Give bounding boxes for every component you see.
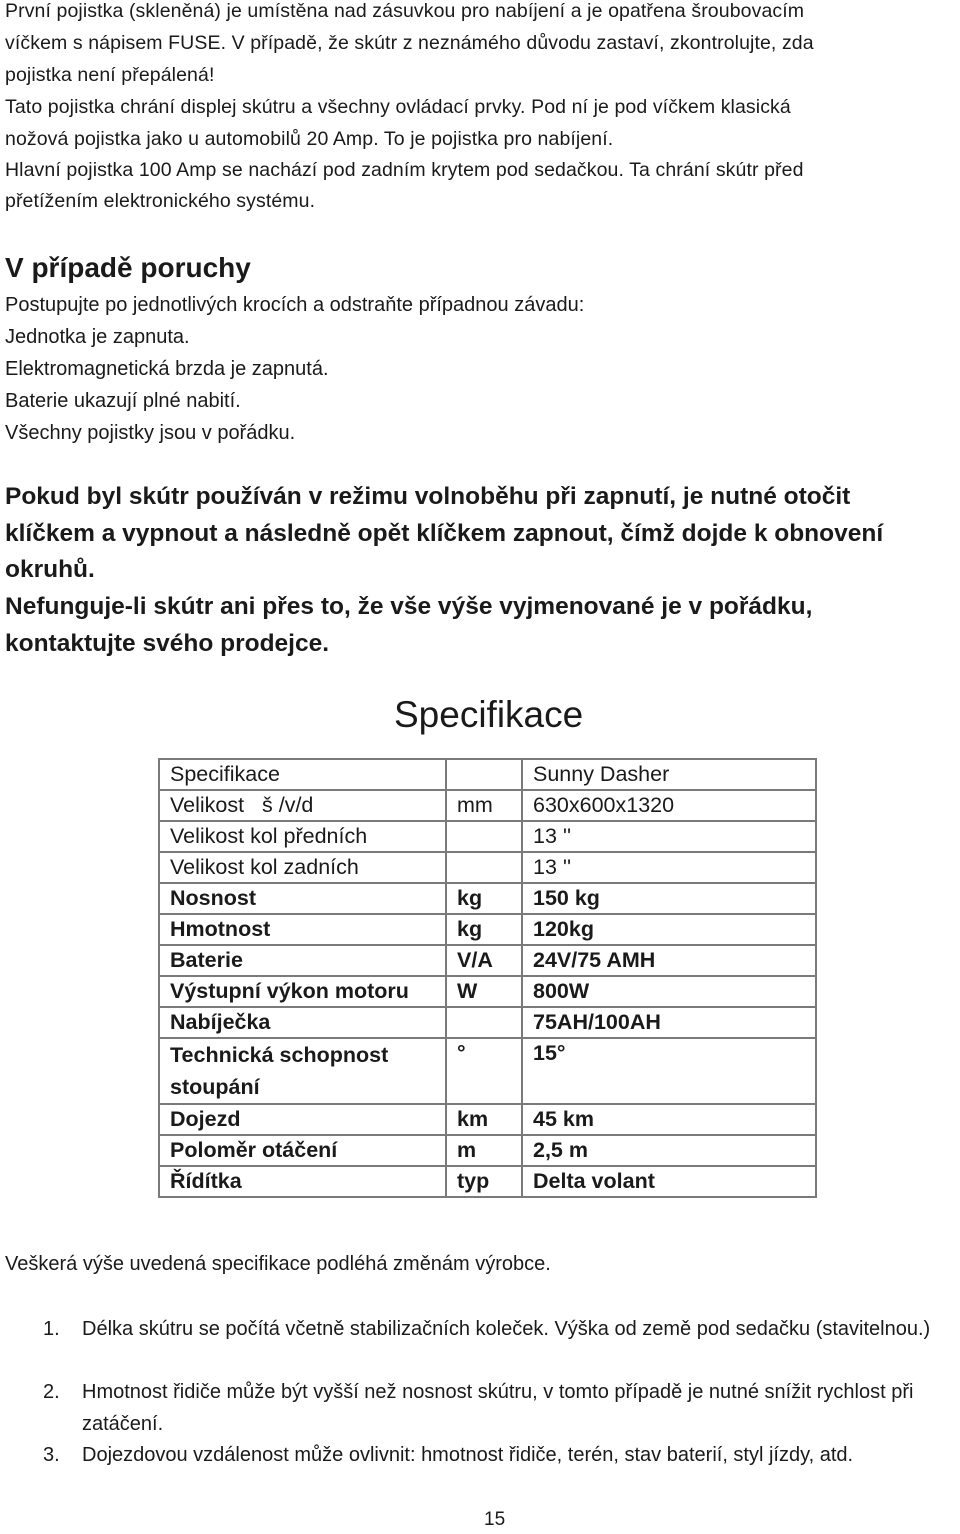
bold-note-line: Pokud byl skútr používán v režimu volnoběhu při zapnutí, je nutné otočit [5,483,851,510]
spec-value: 800W [522,976,816,1007]
spec-unit: V/A [446,945,522,976]
footnote-text: Hmotnost řidiče může být vyšší než nosnost skútru, v tomto případě je nutné snížit rychlost při zatáčení. [82,1381,914,1435]
fault-step: Postupujte po jednotlivých krocích a odstraňte případnou závadu: [5,294,585,316]
intro-line: pojistka není přepálená! [5,64,215,86]
bold-note-line: kontaktujte svého prodejce. [5,630,330,657]
intro-line: Tato pojistka chrání displej skútru a všechny ovládací prvky. Pod ní je pod víčkem klasická [5,96,791,118]
spec-unit: ° [446,1038,522,1104]
bold-note-line: klíčkem a vypnout a následně opět klíčkem zapnout, čímž dojde k obnovení [5,520,884,547]
table-row [159,852,816,883]
spec-label: Velikost š /v/d [159,790,446,821]
footnote-number: 1. [43,1318,60,1340]
table-row [159,759,816,790]
spec-label: Hmotnost [159,914,446,945]
spec-unit [446,1007,522,1038]
fault-step: Baterie ukazují plné nabití. [5,390,241,412]
spec-value: 45 km [522,1104,816,1135]
spec-label: Výstupní výkon motoru [159,976,446,1007]
spec-value: Sunny Dasher [522,759,816,790]
table-row [159,914,816,945]
spec-label: Dojezd [159,1104,446,1135]
spec-title: Specifikace [394,694,584,735]
spec-unit: W [446,976,522,1007]
spec-unit [446,759,522,790]
table-row [159,821,816,852]
spec-unit: m [446,1135,522,1166]
spec-label: Poloměr otáčení [159,1135,446,1166]
spec-label: Velikost kol předních [159,821,446,852]
spec-label: Technická schopnost stoupání [159,1038,446,1104]
table-row [159,1007,816,1038]
spec-unit [446,821,522,852]
footnote-text: Dojezdovou vzdálenost může ovlivnit: hmotnost řidiče, terén, stav baterií, styl jízdy, atd. [82,1444,854,1466]
intro-line: Hlavní pojistka 100 Amp se nachází pod zadním krytem pod sedačkou. Ta chrání skútr před [5,159,804,181]
spec-value: 24V/75 AMH [522,945,816,976]
bold-note-line: okruhů. [5,556,95,583]
bold-note-line: Nefunguje-li skútr ani přes to, že vše výše vyjmenované je v pořádku, [5,593,813,620]
page-number: 15 [484,1509,506,1530]
spec-value: 13 '' [522,821,816,852]
spec-label: Baterie [159,945,446,976]
footnote-text: Délka skútru se počítá včetně stabilizačních koleček. Výška od země pod sedačku (stavitelnou.) [82,1318,931,1340]
table-row [159,976,816,1007]
intro-line: První pojistka (skleněná) je umístěna nad zásuvkou pro nabíjení a je opatřena šroubovacím [5,0,805,22]
intro-line: nožová pojistka jako u automobilů 20 Amp. To je pojistka pro nabíjení. [5,128,614,150]
spec-value: 15° [522,1038,816,1104]
table-row [159,1135,816,1166]
spec-value: 630x600x1320 [522,790,816,821]
spec-label: Nabíječka [159,1007,446,1038]
spec-unit: mm [446,790,522,821]
fault-step: Všechny pojistky jsou v pořádku. [5,422,296,444]
spec-label: Řídítka [159,1166,446,1197]
fault-heading: V případě poruchy [5,252,251,283]
spec-table [158,758,817,1198]
spec-note: Veškerá výše uvedená specifikace podléhá změnám výrobce. [5,1253,551,1275]
footnote-number: 3. [43,1444,60,1466]
spec-value: 120kg [522,914,816,945]
table-row [159,1166,816,1197]
table-row [159,945,816,976]
footnote-number: 2. [43,1381,60,1403]
spec-value: 2,5 m [522,1135,816,1166]
spec-unit: typ [446,1166,522,1197]
spec-unit: kg [446,914,522,945]
intro-line: přetížením elektronického systému. [5,190,316,212]
spec-value: 13 '' [522,852,816,883]
table-row [159,1038,816,1104]
spec-label: Nosnost [159,883,446,914]
spec-unit [446,852,522,883]
spec-value: 150 kg [522,883,816,914]
fault-step: Jednotka je zapnuta. [5,326,190,348]
spec-label: Velikost kol zadních [159,852,446,883]
table-row [159,790,816,821]
table-row [159,1104,816,1135]
intro-line: víčkem s nápisem FUSE. V případě, že skútr z neznámého důvodu zastaví, zkontrolujte, zda [5,32,814,54]
spec-value: Delta volant [522,1166,816,1197]
spec-unit: kg [446,883,522,914]
spec-value: 75AH/100AH [522,1007,816,1038]
fault-step: Elektromagnetická brzda je zapnutá. [5,358,329,380]
table-row [159,883,816,914]
spec-label: Specifikace [159,759,446,790]
spec-unit: km [446,1104,522,1135]
